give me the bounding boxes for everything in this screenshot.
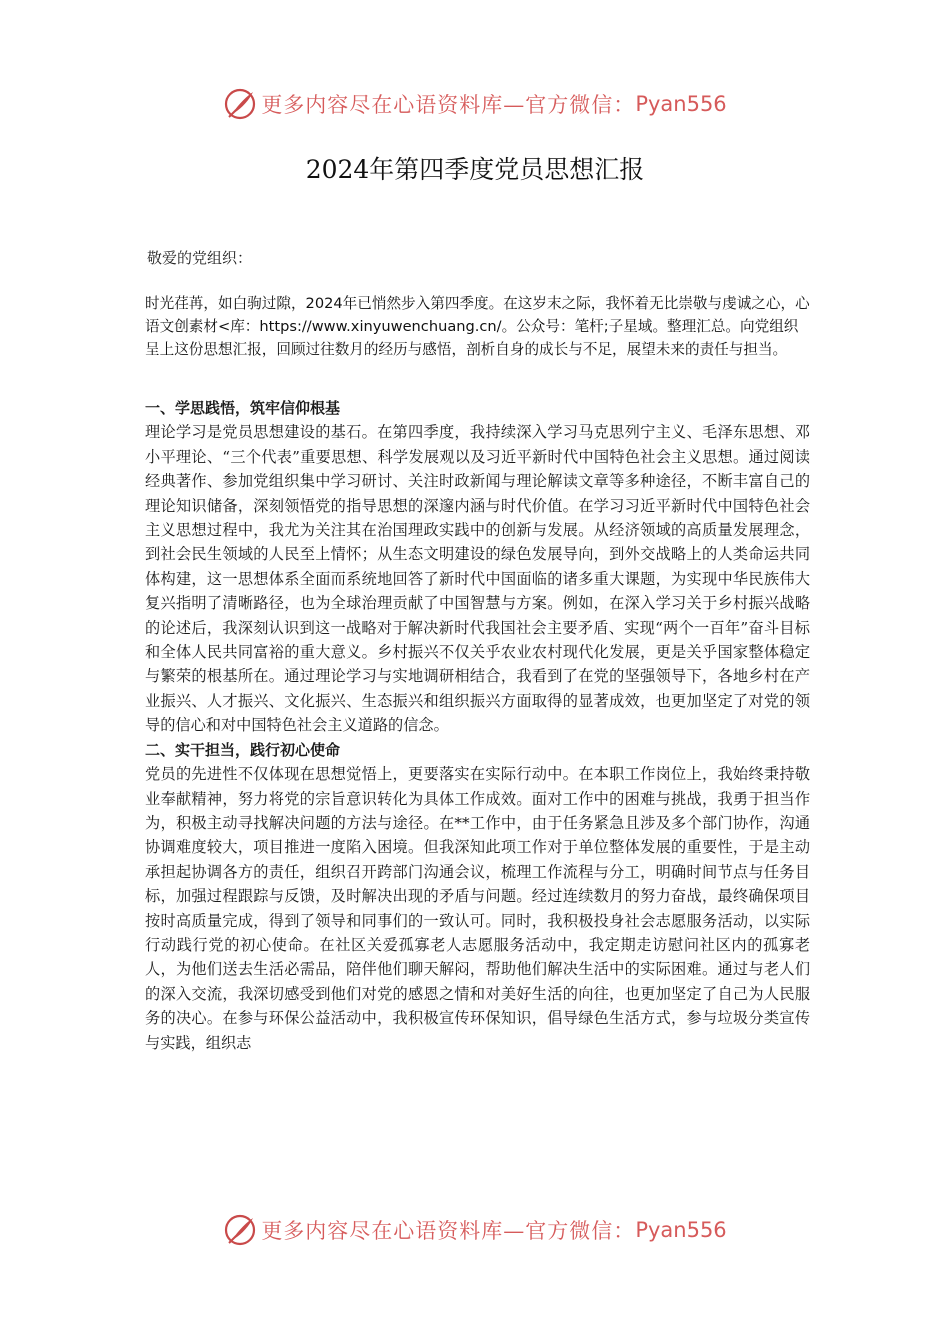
quill-logo-icon	[223, 87, 257, 121]
page-title: 2024年第四季度党员思想汇报	[305, 155, 645, 184]
banner-text: 更多内容尽在心语资料库—官方微信：	[261, 93, 636, 117]
footer-banner-text: 更多内容尽在心语资料库—官方微信：	[261, 1219, 636, 1243]
greeting: 敬爱的党组织：	[147, 249, 253, 267]
quill-logo-icon	[223, 1213, 257, 1247]
wechat-id: Pyan556	[635, 92, 727, 116]
footer-wechat-id: Pyan556	[635, 1218, 727, 1242]
intro-paragraph	[145, 292, 810, 361]
section-heading-2: 二、实干担当，践行初心使命	[145, 740, 341, 759]
section-body-1: 理论学习是党员思想建设的基石。在第四季度，我持续深入学习马克思列宁主义、毛泽东思想、邓小平理论、“三个代表”重要思想、科学发展观以及习近平新时代中国特色社会主义思想。通过阅读经典著作、参加党组织集中学习研讨、关注时政新闻与理论解读文章等多种途径，不断丰富自己的理论知识储备，深刻领悟党的指导思想的深邃内涵与时代价值。在学习习近平新时代中国特色社会主义思想过程中，我尤为关注其在治国理政实践中的创新与发展。从经济领域的高质量发展理念，到社会民生领域的人民至上情怀；从生态文明建设的绿色发展导向，到外交战略上的人类命运共同体构建，这一思想体系全面而系统地回答了新时代中国面临的诸多重大课题，为实现中华民族伟大复兴指明了清晰路径，也为全球治理贡献了中国智慧与方案。例如，在深入学习关于乡村振兴战略的论述后，我深刻认识到这一战略对于解决新时代我国社会主要矛盾、实现“两个一百年”奋斗目标和全体人民共同富裕的重大意义。乡村振兴不仅关乎农业农村现代化发展，更是关乎国家整体稳定与繁荣的根基所在。通过理论学习与实地调研相结合，我看到了在党的坚强领导下，各地乡村在产业振兴、人才振兴、文化振兴、生态振兴和组织振兴方面取得的显著成效，也更加坚定了对党的领导的信心和对中国特色社会主义道路的信念。	[145, 423, 810, 735]
header-banner	[0, 84, 950, 124]
section-heading-1: 一、学思践悟，筑牢信仰根基	[145, 399, 341, 417]
footer-banner	[0, 1210, 950, 1250]
report-body	[145, 396, 810, 1055]
section-body-2: 党员的先进性不仅体现在思想觉悟上，更要落实在实际行动中。在本职工作岗位上，我始终秉持敬业奉献精神，努力将党的宗旨意识转化为具体工作成效。面对工作中的困难与挑战，我勇于担当作为，积极主动寻找解决问题的方法与途径。在**工作中，由于任务紧急且涉及多个部门协作，沟通协调难度较大，项目推进一度陷入困境。但我深知此项工作对于单位整体发展的重要性，于是主动承担起协调各方的责任，组织召开跨部门沟通会议，梳理工作流程与分工，明确时间节点与任务目标，加强过程跟踪与反馈，及时解决出现的矛盾与问题。经过连续数月的努力奋战，最终确保项目按时高质量完成，得到了领导和同事们的一致认可。同时，我积极投身社会志愿服务活动，以实际行动践行党的初心使命。在社区关爱孤寡老人志愿服务活动中，我定期走访慰问社区内的孤寡老人，为他们送去生活必需品，陪伴他们聊天解闷，帮助他们解决生活中的实际困难。通过与老人们的深入交流，我深切感受到他们对党的感恩之情和对美好生活的向往，也更加坚定了自己为人民服务的决心。在参与环保公益活动中，我积极宣传环保知识，倡导绿色生活方式，参与垃圾分类宣传与实践，组织志	[145, 765, 810, 1052]
intro-text: 时光荏苒，如白驹过隙，2024年已悄然步入第四季度。在这岁末之际，我怀着无比崇敬与虔诚之心，心语文创素材<库：https://www.xinyuwenchuang.cn/。公众号：笔杆;子星域。整理汇总。向党组织呈上这份思想汇报，回顾过往数月的经历与感悟，剖析自身的成长与不足，展望未来的责任与担当。	[145, 295, 810, 358]
